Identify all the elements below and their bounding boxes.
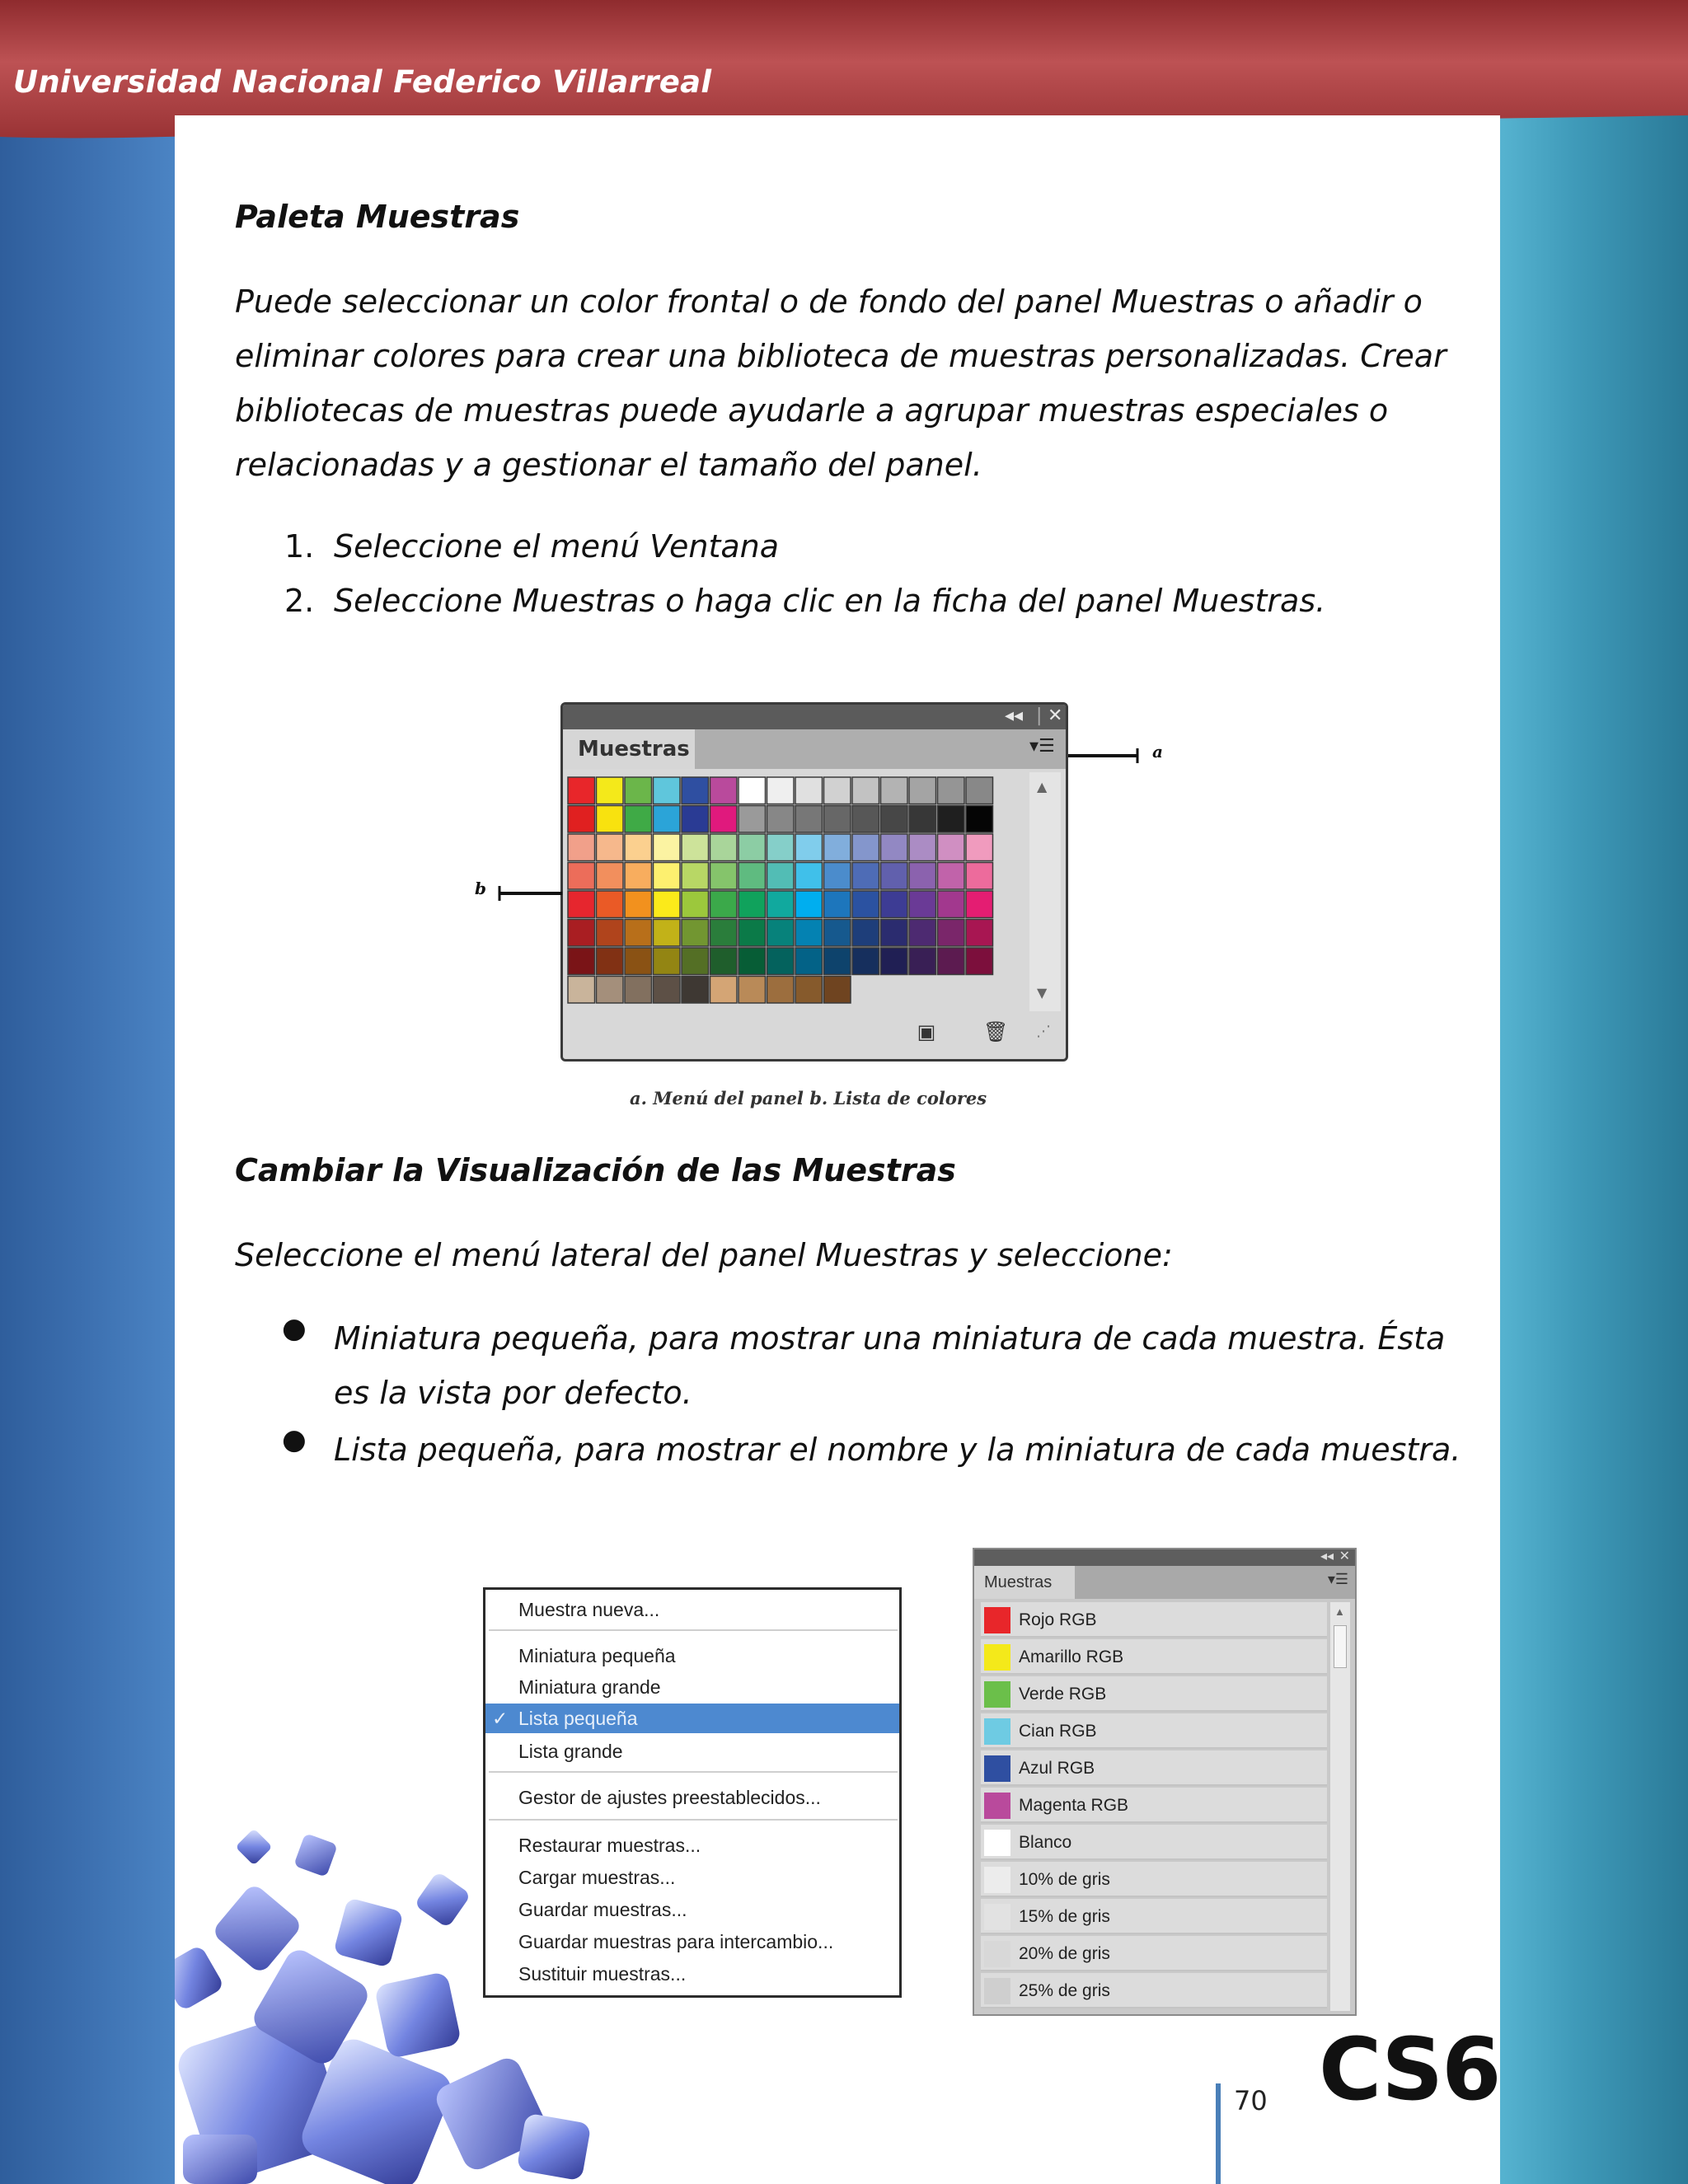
swatch-cell[interactable] — [795, 891, 823, 918]
list-item[interactable] — [981, 1973, 1327, 2008]
swatch-cell[interactable] — [966, 891, 993, 918]
paragraph-line: bibliotecas de muestras puede ayudarle a agrupar muestras especiales o — [235, 392, 1389, 429]
swatch-cell[interactable] — [738, 977, 766, 1004]
swatch-cell[interactable] — [625, 977, 652, 1004]
panel-menu-figure — [483, 1587, 902, 1998]
swatch-cell[interactable] — [710, 920, 738, 947]
list-item[interactable] — [981, 1639, 1327, 1675]
swatch-cell[interactable] — [767, 806, 795, 833]
swatch-cell[interactable] — [710, 891, 738, 918]
tab-muestras[interactable]: Muestras — [563, 729, 695, 769]
swatch-name: 20% de gris — [1019, 1944, 1110, 1963]
swatch-cell[interactable] — [767, 834, 795, 861]
swatch-cell[interactable] — [597, 891, 624, 918]
swatch-name: Cian RGB — [1019, 1722, 1097, 1741]
swatch-cell[interactable] — [682, 977, 709, 1004]
swatch-cell[interactable] — [795, 920, 823, 947]
swatch-cell[interactable] — [625, 806, 652, 833]
list-item[interactable] — [981, 1788, 1327, 1823]
swatch-cell[interactable] — [597, 834, 624, 861]
swatch-cell[interactable] — [654, 777, 681, 804]
menu-item-label: Guardar muestras... — [518, 1899, 687, 1920]
swatch-cell[interactable] — [654, 977, 681, 1004]
swatch-cell[interactable] — [824, 891, 851, 918]
swatch-cell[interactable] — [852, 920, 879, 947]
scroll-up-icon[interactable]: ▲ — [1037, 779, 1048, 794]
swatch-cell[interactable] — [881, 777, 908, 804]
swatch-cell[interactable] — [881, 948, 908, 975]
menu-item-lista-pequena[interactable] — [485, 1704, 899, 1733]
swatch-cell[interactable] — [710, 863, 738, 890]
swatch-cell[interactable] — [767, 891, 795, 918]
swatch-cell[interactable] — [597, 977, 624, 1004]
swatch-cell[interactable] — [938, 863, 965, 890]
panel-menu-icon[interactable]: ▾☰ — [1029, 736, 1055, 757]
step-text: Seleccione el menú Ventana — [334, 528, 780, 565]
callout-a-line — [1068, 742, 1151, 775]
swatch-cell[interactable] — [568, 806, 595, 833]
menu-item-miniatura-pequena[interactable] — [485, 1641, 899, 1671]
menu-item-restaurar-muestras[interactable] — [485, 1830, 899, 1860]
menu-separator — [489, 1819, 898, 1821]
new-swatch-icon[interactable]: ▣ — [917, 1020, 936, 1043]
swatch-cell[interactable] — [909, 806, 936, 833]
panel-tab-bar — [974, 1566, 1355, 1599]
swatch-cell[interactable] — [938, 806, 965, 833]
page-number: 70 — [1234, 2085, 1268, 2116]
swatch-cell[interactable] — [966, 834, 993, 861]
list-item[interactable] — [981, 1825, 1327, 1860]
swatch-cell[interactable] — [625, 834, 652, 861]
swatch-cell[interactable] — [824, 977, 851, 1004]
swatch-cell[interactable] — [824, 948, 851, 975]
callout-a-label: a — [1152, 742, 1163, 762]
swatch-color — [984, 1718, 1010, 1745]
list-item[interactable] — [981, 1862, 1327, 1897]
menu-item-guardar-muestras[interactable] — [485, 1895, 899, 1924]
swatch-cell[interactable] — [767, 948, 795, 975]
menu-item-label: Muestra nueva... — [518, 1599, 660, 1620]
swatch-cell[interactable] — [767, 977, 795, 1004]
callout-b-line — [495, 879, 562, 912]
panel-tab-bar — [563, 729, 1066, 769]
swatch-cell[interactable] — [966, 806, 993, 833]
swatch-cell[interactable] — [767, 863, 795, 890]
bullet-line: Miniatura pequeña, para mostrar una miniatura de cada muestra. Ésta — [334, 1320, 1446, 1357]
swatch-color — [984, 1830, 1010, 1856]
swatch-cell[interactable] — [852, 806, 879, 833]
swatch-cell[interactable] — [852, 834, 879, 861]
swatch-color — [984, 1644, 1010, 1671]
step-number: 1. — [284, 528, 315, 565]
swatch-color — [984, 1904, 1010, 1930]
menu-item-label: Miniatura grande — [518, 1676, 661, 1698]
swatch-name: Azul RGB — [1019, 1759, 1095, 1778]
swatch-name: Amarillo RGB — [1019, 1647, 1124, 1666]
swatch-cell[interactable] — [682, 863, 709, 890]
checkmark-icon: ✓ — [492, 1708, 509, 1729]
list-item[interactable] — [981, 1676, 1327, 1712]
heading-paleta-muestras: Paleta Muestras — [235, 199, 520, 235]
swatch-name: Blanco — [1019, 1833, 1072, 1852]
swatch-cell[interactable] — [738, 806, 766, 833]
swatch-color — [984, 1793, 1010, 1819]
bullet-dot: ● — [282, 1423, 307, 1456]
step-text: Seleccione Muestras o haga clic en la ficha del panel Muestras. — [334, 583, 1326, 619]
paragraph-line: eliminar colores para crear una biblioteca de muestras personalizadas. Crear — [235, 338, 1447, 374]
divider: | — [1036, 705, 1043, 726]
section2-intro: Seleccione el menú lateral del panel Muestras y seleccione: — [235, 1237, 1173, 1273]
swatch-cell[interactable] — [795, 977, 823, 1004]
swatch-cell[interactable] — [625, 920, 652, 947]
swatch-name: Magenta RGB — [1019, 1796, 1129, 1815]
swatch-cell[interactable] — [597, 777, 624, 804]
swatch-cell[interactable] — [625, 863, 652, 890]
menu-item-label: Guardar muestras para intercambio... — [518, 1931, 834, 1952]
swatch-cell[interactable] — [795, 834, 823, 861]
menu-item-label: Miniatura pequeña — [518, 1645, 676, 1666]
scrollbar[interactable] — [1029, 772, 1061, 1011]
swatch-cell[interactable] — [909, 920, 936, 947]
swatch-cell[interactable] — [795, 777, 823, 804]
swatch-cell[interactable] — [738, 863, 766, 890]
menu-item-label: Lista pequeña — [518, 1708, 638, 1729]
swatch-cell[interactable] — [597, 806, 624, 833]
swatch-cell[interactable] — [682, 777, 709, 804]
swatch-cell[interactable] — [597, 948, 624, 975]
swatch-cell[interactable] — [568, 948, 595, 975]
menu-item-label: Lista grande — [518, 1741, 623, 1762]
swatch-cell[interactable] — [682, 834, 709, 861]
swatch-cell[interactable] — [738, 777, 766, 804]
trash-icon[interactable]: 🗑 — [983, 1020, 1009, 1043]
swatch-cell[interactable] — [625, 891, 652, 918]
menu-item-label: Gestor de ajustes preestablecidos... — [518, 1787, 821, 1808]
scroll-thumb[interactable] — [1334, 1625, 1347, 1668]
swatch-cell[interactable] — [824, 920, 851, 947]
swatch-cell[interactable] — [654, 948, 681, 975]
swatch-cell[interactable] — [795, 806, 823, 833]
swatches-panel-figure — [560, 702, 1068, 1062]
swatch-cell[interactable] — [654, 834, 681, 861]
swatch-name: 10% de gris — [1019, 1870, 1110, 1889]
bullet-dot: ● — [282, 1312, 307, 1345]
swatch-cell[interactable] — [966, 777, 993, 804]
swatch-color — [984, 1941, 1010, 1967]
panel-menu-icon[interactable]: ▾☰ — [1327, 1571, 1348, 1587]
swatch-cell[interactable] — [938, 920, 965, 947]
swatch-cell[interactable] — [909, 777, 936, 804]
swatch-cell[interactable] — [824, 834, 851, 861]
swatch-cell[interactable] — [738, 834, 766, 861]
swatch-cell[interactable] — [966, 920, 993, 947]
swatch-cell[interactable] — [881, 834, 908, 861]
swatch-cell[interactable] — [881, 863, 908, 890]
swatch-cell[interactable] — [938, 891, 965, 918]
swatch-cell[interactable] — [738, 920, 766, 947]
menu-item-miniatura-grande[interactable] — [485, 1672, 899, 1702]
tab-muestras[interactable]: Muestras — [974, 1566, 1075, 1599]
swatch-cell[interactable] — [966, 948, 993, 975]
menu-item-label: Cargar muestras... — [518, 1867, 676, 1888]
swatch-name: 15% de gris — [1019, 1907, 1110, 1926]
menu-item-cargar-muestras[interactable] — [485, 1863, 899, 1892]
menu-item-guardar-intercambio[interactable] — [485, 1927, 899, 1957]
list-item[interactable] — [981, 1899, 1327, 1934]
bullet-line: Lista pequeña, para mostrar el nombre y la miniatura de cada muestra. — [334, 1432, 1461, 1468]
swatch-cell[interactable] — [568, 920, 595, 947]
panel-title-bar — [563, 705, 1066, 729]
menu-item-gestor-ajustes[interactable] — [485, 1783, 899, 1812]
swatch-cell[interactable] — [654, 863, 681, 890]
menu-item-sustituir-muestras[interactable] — [485, 1959, 899, 1989]
page-number-bar — [1216, 2083, 1221, 2184]
list-item[interactable] — [981, 1713, 1327, 1749]
close-icon[interactable]: ✕ — [1048, 705, 1063, 726]
swatch-cell[interactable] — [938, 777, 965, 804]
list-item[interactable] — [981, 1602, 1327, 1638]
swatch-color — [984, 1867, 1010, 1893]
resize-grip-icon[interactable]: ⋰ — [1036, 1023, 1051, 1040]
list-item[interactable] — [981, 1936, 1327, 1971]
swatch-name: Rojo RGB — [1019, 1610, 1097, 1629]
swatch-cell[interactable] — [654, 891, 681, 918]
swatch-cell[interactable] — [682, 806, 709, 833]
heading-cambiar-visualizacion: Cambiar la Visualización de las Muestras — [235, 1152, 956, 1188]
swatch-cell[interactable] — [881, 891, 908, 918]
swatch-cell[interactable] — [597, 863, 624, 890]
swatch-cell[interactable] — [625, 777, 652, 804]
swatch-cell[interactable] — [738, 948, 766, 975]
swatch-cell[interactable] — [710, 777, 738, 804]
swatch-cell[interactable] — [852, 948, 879, 975]
swatch-cell[interactable] — [909, 948, 936, 975]
swatch-cell[interactable] — [682, 891, 709, 918]
swatch-cell[interactable] — [710, 948, 738, 975]
swatch-cell[interactable] — [710, 806, 738, 833]
menu-item-muestra-nueva[interactable] — [485, 1595, 899, 1624]
close-icon[interactable]: ✕ — [1339, 1549, 1350, 1563]
scroll-down-icon[interactable]: ▼ — [1037, 985, 1048, 1001]
swatch-color — [984, 1978, 1010, 2004]
swatch-cell[interactable] — [654, 806, 681, 833]
menu-item-label: Restaurar muestras... — [518, 1835, 701, 1856]
bullet-line: es la vista por defecto. — [334, 1375, 692, 1411]
callout-b-label: b — [475, 879, 486, 898]
swatch-cell[interactable] — [654, 920, 681, 947]
menu-separator — [489, 1629, 898, 1631]
swatch-cell[interactable] — [568, 891, 595, 918]
paragraph-line: Puede seleccionar un color frontal o de fondo del panel Muestras o añadir o — [235, 284, 1423, 320]
swatch-cell[interactable] — [938, 948, 965, 975]
swatch-cell[interactable] — [767, 777, 795, 804]
list-item[interactable] — [981, 1750, 1327, 1786]
step-number: 2. — [284, 583, 315, 619]
collapse-icon[interactable]: ◂◂ — [1320, 1549, 1334, 1563]
left-decorative-band — [0, 124, 175, 2184]
swatch-cell[interactable] — [852, 863, 879, 890]
swatch-cell[interactable] — [909, 891, 936, 918]
swatch-cell[interactable] — [625, 948, 652, 975]
swatch-cell[interactable] — [824, 806, 851, 833]
swatch-cell[interactable] — [881, 920, 908, 947]
swatch-cell[interactable] — [881, 806, 908, 833]
panel-title-bar — [974, 1549, 1355, 1566]
swatches-list-panel-figure — [973, 1548, 1357, 2016]
menu-item-label: Sustituir muestras... — [518, 1963, 687, 1985]
swatch-cell[interactable] — [966, 863, 993, 890]
paragraph-line: relacionadas y a gestionar el tamaño del panel. — [235, 447, 982, 483]
swatch-cell[interactable] — [568, 977, 595, 1004]
scroll-up-icon[interactable]: ▲ — [1334, 1605, 1345, 1618]
swatch-cell[interactable] — [597, 920, 624, 947]
swatch-color — [984, 1607, 1010, 1633]
figure-caption: a. Menú del panel b. Lista de colores — [630, 1088, 987, 1108]
swatch-cell[interactable] — [682, 920, 709, 947]
swatch-cell[interactable] — [738, 891, 766, 918]
swatch-grid — [563, 772, 1029, 1011]
swatch-color — [984, 1755, 1010, 1782]
swatch-cell[interactable] — [824, 777, 851, 804]
swatch-cell[interactable] — [909, 863, 936, 890]
right-decorative-band — [1500, 115, 1688, 2184]
swatch-name: Verde RGB — [1019, 1685, 1107, 1704]
swatch-cell[interactable] — [909, 834, 936, 861]
collapse-icon[interactable]: ◂◂ — [1005, 705, 1024, 726]
cs6-brand: CS6 — [1319, 2019, 1500, 2120]
swatch-cell[interactable] — [795, 863, 823, 890]
swatch-cell[interactable] — [938, 834, 965, 861]
swatch-cell[interactable] — [795, 948, 823, 975]
institution-title: Universidad Nacional Federico Villarreal — [13, 64, 712, 100]
menu-item-lista-grande[interactable] — [485, 1736, 899, 1766]
swatch-cell[interactable] — [824, 863, 851, 890]
menu-separator — [489, 1771, 898, 1773]
swatch-cell[interactable] — [568, 863, 595, 890]
swatch-name: 25% de gris — [1019, 1981, 1110, 2000]
swatch-color — [984, 1681, 1010, 1708]
swatch-cell[interactable] — [710, 977, 738, 1004]
swatch-cell[interactable] — [852, 777, 879, 804]
swatch-cell[interactable] — [767, 920, 795, 947]
swatch-cell[interactable] — [710, 834, 738, 861]
swatch-cell[interactable] — [852, 891, 879, 918]
scrollbar[interactable] — [1330, 1602, 1350, 2011]
swatch-cell[interactable] — [568, 777, 595, 804]
swatch-cell[interactable] — [568, 834, 595, 861]
swatch-cell[interactable] — [682, 948, 709, 975]
